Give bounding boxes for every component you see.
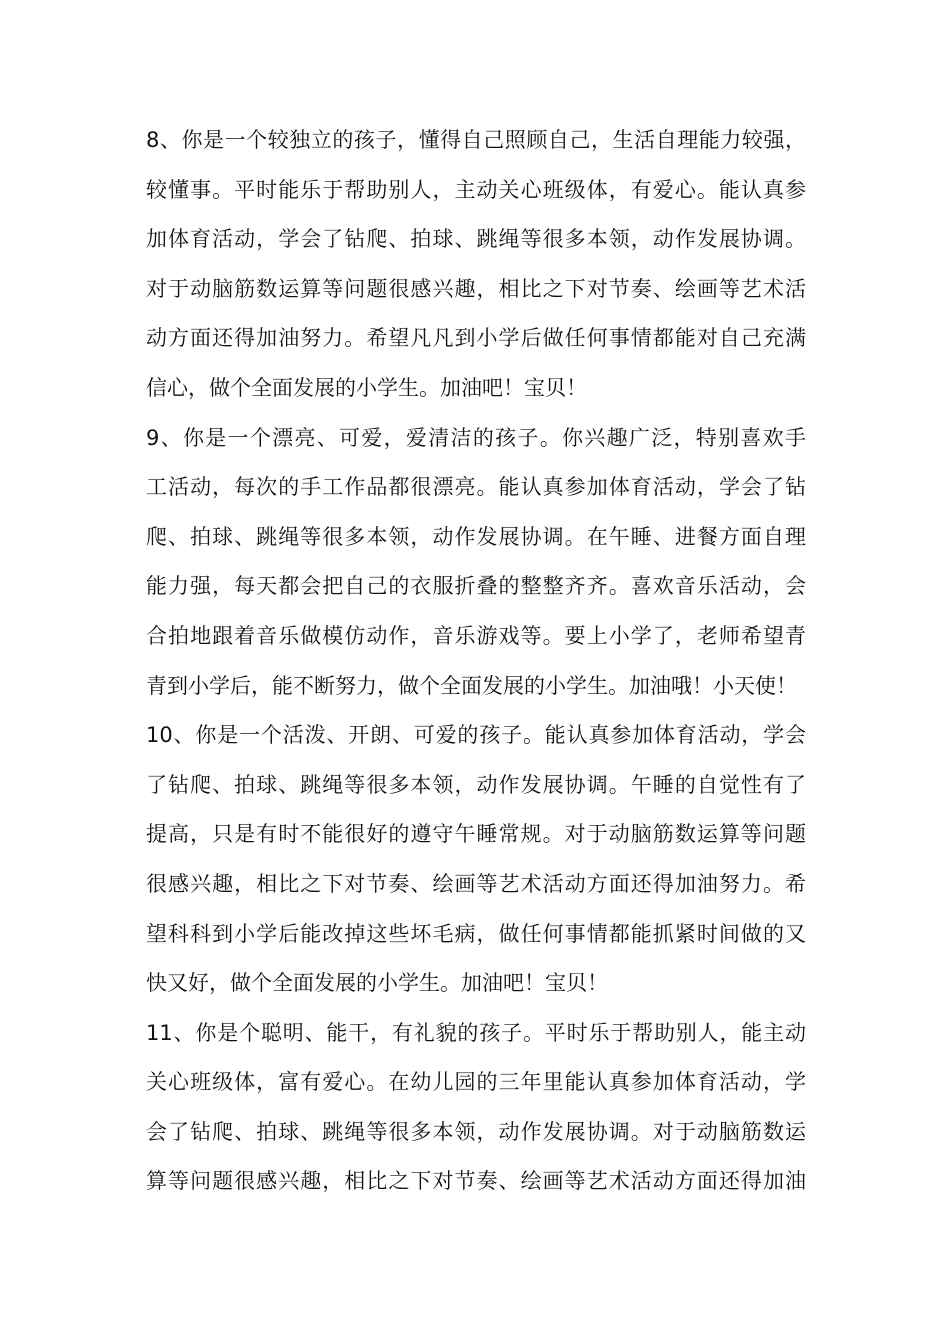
text-line: 快又好，做个全面发展的小学生。加油吧！宝贝！ [146,971,608,996]
text-line: 爬、拍球、跳绳等很多本领，动作发展协调。在午睡、进餐方面自理 [146,524,806,549]
text-line: 望科科到小学后能改掉这些坏毛病，做任何事情都能抓紧时间做的又 [146,921,806,946]
text-line: 会了钻爬、拍球、跳绳等很多本领，动作发展协调。对于动脑筋数运 [146,1119,806,1144]
document-page [146,116,806,1207]
text-line: 很感兴趣，相比之下对节奏、绘画等艺术活动方面还得加油努力。希 [146,871,806,896]
paragraph-11 [146,1009,806,1207]
text-line: 能力强，每天都会把自己的衣服折叠的整整齐齐。喜欢音乐活动，会 [146,574,806,599]
text-line: 工活动，每次的手工作品都很漂亮。能认真参加体育活动，学会了钻 [146,475,806,500]
paragraph-10 [146,711,806,1009]
text-line: 了钻爬、拍球、跳绳等很多本领，动作发展协调。午睡的自觉性有了 [146,772,806,797]
paragraph-9 [146,414,806,712]
text-line: 算等问题很感兴趣，相比之下对节奏、绘画等艺术活动方面还得加油 [146,1169,806,1194]
text-line: 提高，只是有时不能很好的遵守午睡常规。对于动脑筋数运算等问题 [146,822,806,847]
text-line: 10、你是一个活泼、开朗、可爱的孩子。能认真参加体育活动，学会 [146,723,806,748]
text-line: 8、你是一个较独立的孩子，懂得自己照顾自己，生活自理能力较强， [146,128,806,152]
text-line: 信心，做个全面发展的小学生。加油吧！宝贝！ [146,375,587,400]
text-line: 11、你是个聪明、能干，有礼貌的孩子。平时乐于帮助别人，能主动 [146,1020,806,1045]
text-line: 9、你是一个漂亮、可爱，爱清洁的孩子。你兴趣广泛，特别喜欢手 [146,425,806,450]
text-line: 较懂事。平时能乐于帮助别人，主动关心班级体，有爱心。能认真参 [146,177,806,202]
text-line: 对于动脑筋数运算等问题很感兴趣，相比之下对节奏、绘画等艺术活 [146,276,806,301]
text-line: 加体育活动，学会了钻爬、拍球、跳绳等很多本领，动作发展协调。 [146,227,806,252]
text-line: 关心班级体，富有爱心。在幼儿园的三年里能认真参加体育活动，学 [146,1070,806,1095]
text-line: 动方面还得加油努力。希望凡凡到小学后做任何事情都能对自己充满 [146,326,806,351]
paragraph-8 [146,116,806,414]
text-line: 合拍地跟着音乐做模仿动作，音乐游戏等。要上小学了，老师希望青 [146,623,806,648]
text-line: 青到小学后，能不断努力，做个全面发展的小学生。加油哦！小天使！ [146,673,797,698]
